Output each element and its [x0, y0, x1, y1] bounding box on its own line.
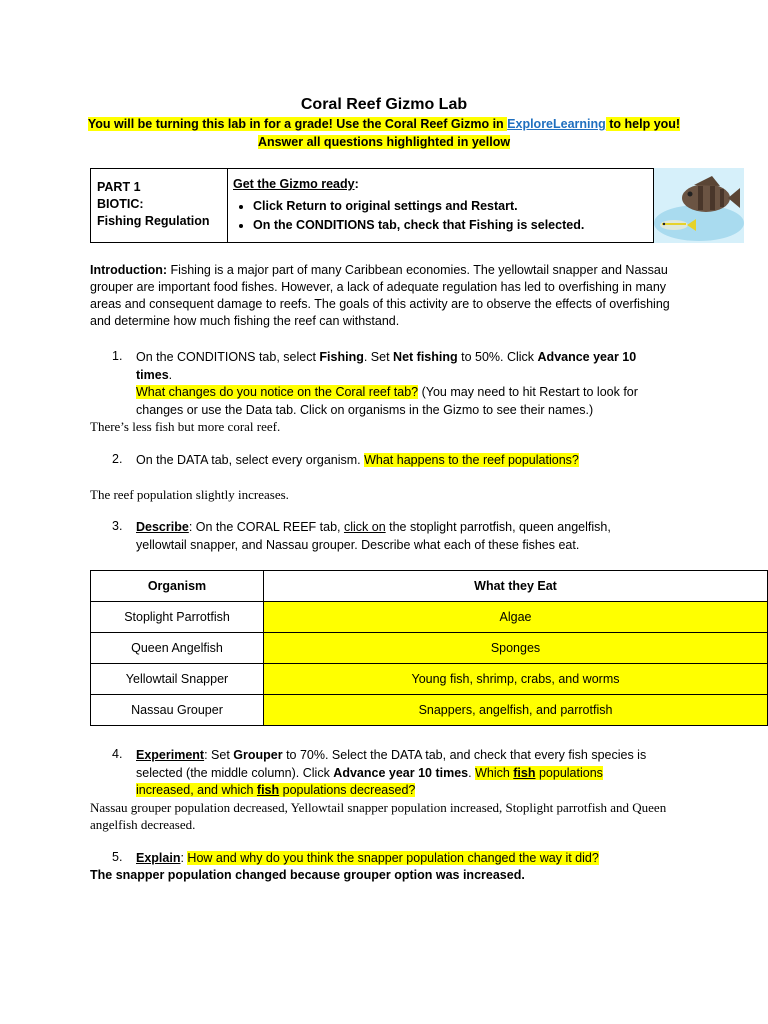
q3-part: the stoplight parrotfish, queen angelfish, yellowtail snapper, and Nassau grouper. Describe what each of these fishes eat.: [136, 520, 611, 552]
q4-part: to 70%. Select the DATA tab, and check that every fish species is selected (the middle column). Click: [136, 748, 647, 780]
gizmo-bullet: • Click Return to original settings and Restart.: [253, 197, 584, 216]
q5-label: Explain: [136, 851, 181, 865]
q4-hl-part: Which: [475, 765, 514, 780]
q4-part: .: [468, 765, 476, 780]
intro-text: Fishing is a major part of many Caribbean economies. The yellowtail snapper and Nassau grouper are important food fishes. However, a lack of adequate regulation has led to overfishing in many areas and consequent damage to reefs. The goals of this activity are to observe the effects of overfishing and determine how much fishing the reef can withstand.: [90, 263, 670, 328]
q5-text: [136, 850, 656, 868]
q4-fish-underline: fish: [513, 765, 536, 780]
organism-cell: Stoplight Parrotfish: [91, 602, 264, 633]
table-header-row: [91, 571, 768, 602]
q5-answer: The snapper population changed because grouper option was increased.: [90, 868, 525, 882]
q4-number: 4.: [112, 747, 123, 761]
q1-part: On the CONDITIONS tab, select: [136, 350, 320, 364]
q3-text: [136, 519, 656, 554]
q5-part: :: [180, 851, 188, 865]
subtitle-2: Answer all questions highlighted in yellow: [257, 135, 511, 149]
q4-answer: Nassau grouper population decreased, Yellowtail snapper population increased, Stoplight parrotfish and Queen angelfish decreased.: [90, 800, 667, 832]
gizmo-bullet: • On the CONDITIONS tab, check that Fishing is selected.: [253, 216, 584, 235]
q2-part: On the DATA tab, select every organism.: [136, 453, 365, 467]
gizmo-colon: :: [354, 177, 359, 191]
subtitle-line-2: [0, 135, 768, 149]
subtitle-pre: You will be turning this lab in for a grade! Use the Coral Reef Gizmo in: [87, 117, 508, 131]
diet-cell: Sponges: [264, 633, 768, 664]
q4-hl-part: populations increased, and which: [136, 765, 603, 797]
fish-diet-table: [90, 570, 768, 726]
header-what-they-eat: What they Eat: [264, 571, 768, 602]
table-row: [91, 695, 768, 726]
q1-bold: Advance year 10 times: [136, 350, 637, 382]
organism-cell: Queen Angelfish: [91, 633, 264, 664]
q4-label: Experiment: [136, 748, 205, 762]
header-organism: Organism: [91, 571, 264, 602]
q4-hl-part: populations decreased?: [279, 783, 416, 797]
q4-text: [136, 747, 656, 800]
q3-label: Describe: [136, 520, 189, 534]
q5-highlight: How and why do you think the snapper population changed the way it did?: [187, 851, 599, 865]
fish-illustration: [654, 168, 744, 243]
q4-bold: Grouper: [233, 748, 283, 762]
q5-number: 5.: [112, 850, 123, 864]
diet-cell: Snappers, angelfish, and parrotfish: [264, 695, 768, 726]
q1-part: to 50%. Click: [457, 350, 538, 364]
q1-answer: There’s less fish but more coral reef.: [90, 419, 281, 434]
part-line-2: BIOTIC:: [97, 197, 144, 211]
explorelearning-link[interactable]: ExploreLearning: [507, 117, 606, 131]
q2-text: [136, 452, 656, 470]
part-line-1: PART 1: [97, 180, 141, 194]
organism-cell: Yellowtail Snapper: [91, 664, 264, 695]
q1-number: 1.: [112, 349, 123, 363]
part-line-3: Fishing Regulation: [97, 214, 210, 228]
q1-bold: Net fishing: [393, 350, 458, 364]
q4-part: : Set: [204, 748, 234, 762]
q1-part: . Set: [363, 350, 394, 364]
q2-highlight: What happens to the reef populations?: [364, 453, 579, 467]
q1-highlight: What changes do you notice on the Coral reef tab?: [136, 385, 419, 399]
q3-click-on: click on: [343, 520, 386, 534]
part-header-box: [90, 168, 654, 243]
organism-cell: Nassau Grouper: [91, 695, 264, 726]
q2-answer: The reef population slightly increases.: [90, 487, 289, 502]
q3-part: : On the CORAL REEF tab,: [188, 520, 344, 534]
q3-number: 3.: [112, 519, 123, 533]
fish-illustration-svg: [654, 168, 744, 243]
subtitle-post: to help you!: [605, 117, 681, 131]
subtitle-line-1: [0, 117, 768, 131]
gizmo-heading: Get the Gizmo ready: [233, 177, 355, 191]
q1-part: .: [168, 367, 173, 382]
q1-bold: Fishing: [319, 350, 364, 364]
gizmo-bullet-list: [233, 197, 584, 235]
introduction-paragraph: [90, 262, 680, 330]
q4-bold: Advance year 10 times: [333, 765, 469, 780]
part-label: [97, 179, 210, 230]
diet-cell: Young fish, shrimp, crabs, and worms: [264, 664, 768, 695]
box-divider: [227, 169, 228, 242]
diet-cell: Algae: [264, 602, 768, 633]
table-row: [91, 633, 768, 664]
q1-text: [136, 349, 656, 419]
table-row: [91, 602, 768, 633]
q2-number: 2.: [112, 452, 123, 466]
q4-fish-underline: fish: [256, 783, 280, 797]
table-row: [91, 664, 768, 695]
q1-rest: (You may need to hit Restart to look for changes or use the Data tab. Click on organisms in the Gizmo to see their names.): [136, 385, 638, 417]
page-title: Coral Reef Gizmo Lab: [300, 96, 468, 113]
intro-label: Introduction:: [90, 263, 168, 277]
gizmo-setup: [233, 175, 584, 235]
